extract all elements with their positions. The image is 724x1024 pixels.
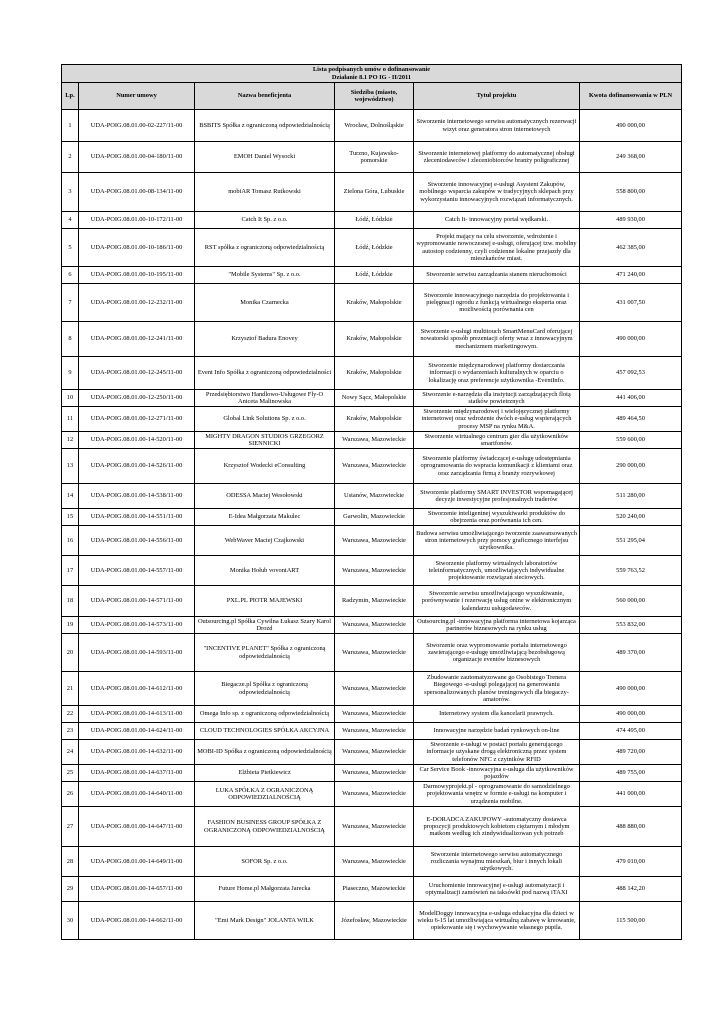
- column-header-numer-umowy: Numer umowy: [79, 83, 195, 110]
- table-row: [62, 807, 682, 847]
- table-cell-numer-umowy: UDA-POIG.08.01.00-14-526/11-00: [79, 449, 195, 484]
- table-cell-tytul: Stworzenie wirtualnego centrum gier dla użytkowników smartfonów.: [414, 432, 580, 449]
- table-row: [62, 586, 682, 617]
- table-cell-kwota: 490 000,00: [580, 706, 682, 723]
- table-cell-kwota: 490 000,00: [580, 110, 682, 142]
- table-cell-kwota: 489 370,00: [580, 634, 682, 672]
- table-cell-numer-umowy: UDA-POIG.08.01.00-12-241/11-00: [79, 322, 195, 357]
- table-cell-siedziba: Józefosław, Mazowieckie: [335, 902, 414, 940]
- table-cell-siedziba: Warszawa, Mazowieckie: [335, 706, 414, 723]
- table-row: [62, 740, 682, 765]
- table-cell-kwota: 441 000,00: [580, 782, 682, 807]
- table-cell-beneficjent: ODESSA Maciej Wesołowski: [195, 484, 335, 509]
- table-cell-kwota: 489 930,00: [580, 212, 682, 229]
- table-cell-siedziba: Ustanów, Mazowieckie: [335, 484, 414, 509]
- table-cell-kwota: 115 500,00: [580, 902, 682, 940]
- table-cell-siedziba: Łódź, Łódzkie: [335, 229, 414, 267]
- table-cell-kwota: 457 092,53: [580, 357, 682, 390]
- table-cell-lp: 11: [62, 407, 79, 432]
- table-row: [62, 432, 682, 449]
- table-cell-tytul: Car Service Book -innowacyjna e-usługa dla użytkowników pojazdów: [414, 765, 580, 782]
- table-cell-kwota: 471 240,00: [580, 267, 682, 284]
- contracts-list-page: [61, 64, 681, 940]
- table-row: [62, 556, 682, 586]
- table-cell-kwota: 431 007,50: [580, 284, 682, 322]
- table-cell-beneficjent: LUKA SPÓŁKA Z OGRANICZONĄ ODPOWIEDZIALNOŚCIĄ: [195, 782, 335, 807]
- table-cell-numer-umowy: UDA-POIG.08.01.00-14-520/11-00: [79, 432, 195, 449]
- table-cell-siedziba: Kraków, Małopolskie: [335, 407, 414, 432]
- column-header-siedziba: Siedziba (miasto, województwo): [335, 83, 414, 110]
- table-cell-numer-umowy: UDA-POIG.08.01.00-14-571/11-00: [79, 586, 195, 617]
- table-row: [62, 142, 682, 173]
- table-cell-siedziba: Nowy Sącz, Małopolskie: [335, 390, 414, 407]
- table-cell-siedziba: Kraków, Małopolskie: [335, 322, 414, 357]
- table-cell-beneficjent: FASHION BUSINESS GROUP SPÓŁKA Z OGRANICZONĄ ODPOWIEDZIALNOŚCIĄ: [195, 807, 335, 847]
- table-cell-numer-umowy: UDA-POIG.08.01.00-14-557/11-00: [79, 556, 195, 586]
- table-cell-numer-umowy: UDA-POIG.08.01.00-08-134/11-00: [79, 173, 195, 212]
- table-cell-beneficjent: Biegacze.pl Spółka z ograniczoną odpowiedzialnością: [195, 672, 335, 706]
- table-row: [62, 267, 682, 284]
- table-cell-tytul: Budowa serwisu umożliwiającego tworzenie zaawansowanych stron internetowych przy pomocy graficznego interfejsu użytkownika.: [414, 526, 580, 556]
- table-cell-lp: 20: [62, 634, 79, 672]
- table-cell-siedziba: Warszawa, Mazowieckie: [335, 556, 414, 586]
- table-cell-siedziba: Warszawa, Mazowieckie: [335, 847, 414, 877]
- table-cell-lp: 12: [62, 432, 79, 449]
- table-cell-beneficjent: Catch It Sp. z o.o.: [195, 212, 335, 229]
- table-cell-beneficjent: SOFOR Sp. z o.o.: [195, 847, 335, 877]
- table-cell-tytul: Stworzenie oraz wypromowanie portalu internetowego zawierającego e-usługę umożliwiającą bezobsługową organizacje eventów biznesowych: [414, 634, 580, 672]
- table-cell-beneficjent: CLOUD TECHNOLOGIES SPÓŁKA AKCYJNA: [195, 723, 335, 740]
- table-cell-beneficjent: Event Info Spółka z ograniczoną odpowiedzialności: [195, 357, 335, 390]
- table-row: [62, 173, 682, 212]
- table-cell-numer-umowy: UDA-POIG.08.01.00-14-649/11-00: [79, 847, 195, 877]
- table-cell-lp: 15: [62, 509, 79, 526]
- table-row: [62, 723, 682, 740]
- table-cell-siedziba: Turzno, Kujawsko-pomorskie: [335, 142, 414, 173]
- table-row: [62, 672, 682, 706]
- table-cell-siedziba: Łódź, Łódzkie: [335, 212, 414, 229]
- table-cell-siedziba: Wrocław, Dolnośląskie: [335, 110, 414, 142]
- table-cell-tytul: Zbudowanie zautomatyzowane go Osobistego Trenera Biegowego -e-usługi polegającej na generowaniu spersonalizowanych planów treningowych dla biegaczy-amatorów.: [414, 672, 580, 706]
- table-body: [62, 110, 682, 940]
- table-cell-kwota: 249 368,00: [580, 142, 682, 173]
- table-cell-numer-umowy: UDA-POIG.08.01.00-12-232/11-00: [79, 284, 195, 322]
- table-cell-beneficjent: PXL.PL PIOTR MAJEWSKI: [195, 586, 335, 617]
- table-cell-kwota: 559 763,52: [580, 556, 682, 586]
- table-cell-siedziba: Warszawa, Mazowieckie: [335, 740, 414, 765]
- table-cell-lp: 26: [62, 782, 79, 807]
- table-cell-beneficjent: Przedsiębiorstwo Handlowo-Usługowe Fly-O Aniceta Malinowska: [195, 390, 335, 407]
- table-cell-tytul: Innowacyjne narzędzie badań rynkowych on-line: [414, 723, 580, 740]
- table-row: [62, 484, 682, 509]
- table-cell-kwota: 520 240,00: [580, 509, 682, 526]
- table-row: [62, 617, 682, 634]
- table-cell-kwota: 511 280,00: [580, 484, 682, 509]
- table-cell-tytul: Stworzenie e-usługi w postaci portalu generującego informacje uzyskane drogą elektroniczną przez system telefonów NFC z czytników RFID: [414, 740, 580, 765]
- table-row: [62, 407, 682, 432]
- table-cell-lp: 9: [62, 357, 79, 390]
- table-cell-tytul: Stworzenie platformy świadczącej e-usługę udostępniania oprogramowania do wspracia komunikacji z klientami oraz oraz zarządzania firmą z branży rozrywkowej: [414, 449, 580, 484]
- table-cell-beneficjent: Krzysztof Wodecki eConsulting: [195, 449, 335, 484]
- table-cell-tytul: Stworzenie międzynarodowej i wielojęzycznej platformy internetowej oraz wdrożenie dwóch e-usług wspierających procesy MSP na rynku M&A.: [414, 407, 580, 432]
- table-cell-siedziba: Łódź, Łódzkie: [335, 267, 414, 284]
- table-cell-tytul: Darmowyprojekt.pl - oprogramowanie do samodzielnego projektowania wnętrz w formie e-usługi na komputer i urządzenia mobilne.: [414, 782, 580, 807]
- table-cell-tytul: Internetowy system dla kancelarii prawnych.: [414, 706, 580, 723]
- table-cell-numer-umowy: UDA-POIG.08.01.00-10-186/11-00: [79, 229, 195, 267]
- table-cell-siedziba: Warszawa, Mazowieckie: [335, 526, 414, 556]
- table-cell-numer-umowy: UDA-POIG.08.01.00-14-612/11-00: [79, 672, 195, 706]
- table-cell-siedziba: Kraków, Małopolskie: [335, 284, 414, 322]
- table-cell-siedziba: Warszawa, Mazowieckie: [335, 765, 414, 782]
- table-title-line-1: Lista podpisanych umów o dofinansowanie: [312, 65, 431, 73]
- table-cell-siedziba: Warszawa, Mazowieckie: [335, 449, 414, 484]
- table-cell-tytul: Stworzenie platformy SMART INVESTOR wspomagającej decyzje inwestycyjne profesjonalnych traderów: [414, 484, 580, 509]
- table-row: [62, 902, 682, 940]
- table-cell-beneficjent: "Mobile Systems" Sp. z o.o.: [195, 267, 335, 284]
- table-cell-kwota: 490 000,00: [580, 672, 682, 706]
- table-cell-tytul: Stworzenie międzynarodowej platformy dostarczania informacji o wydarzeniach kulturalnych w oparciu o lokalizację oraz preferencje użytkownika -EventInfo.: [414, 357, 580, 390]
- table-cell-beneficjent: MIGHTY DRAGON STUDIOS GRZEGORZ SIENNICKI: [195, 432, 335, 449]
- table-cell-numer-umowy: UDA-POIG.08.01.00-14-662/11-00: [79, 902, 195, 940]
- table-row: [62, 526, 682, 556]
- table-cell-lp: 18: [62, 586, 79, 617]
- table-cell-numer-umowy: UDA-POIG.08.01.00-14-551/11-00: [79, 509, 195, 526]
- table-cell-kwota: 558 800,00: [580, 173, 682, 212]
- table-cell-kwota: 462 385,00: [580, 229, 682, 267]
- table-cell-beneficjent: RST spółka z ograniczoną odpowiedzialnością: [195, 229, 335, 267]
- table-cell-siedziba: Warszawa, Mazowieckie: [335, 432, 414, 449]
- table-cell-beneficjent: Monika Czarnecka: [195, 284, 335, 322]
- table-cell-siedziba: Warszawa, Mazowieckie: [335, 672, 414, 706]
- table-cell-tytul: ModelDoggy innowacyjna e-usługa edukacyjna dla dzieci w wieku 6-15 lat umożliwiająca wirtualną zabawę w kreowanie, opiekowanie się i wychowywanie własnego pupila.: [414, 902, 580, 940]
- table-cell-beneficjent: "Emi Mark Design" JOLANTA WILK: [195, 902, 335, 940]
- table-cell-numer-umowy: UDA-POIG.08.01.00-14-637/11-00: [79, 765, 195, 782]
- table-cell-lp: 25: [62, 765, 79, 782]
- table-cell-beneficjent: BSBITS Spółka z ograniczoną odpowiedzialnością: [195, 110, 335, 142]
- table-cell-tytul: Stworzenie serwisu zarządzania stanem nieruchomości: [414, 267, 580, 284]
- table-cell-kwota: 479 010,00: [580, 847, 682, 877]
- table-cell-siedziba: Warszawa, Mazowieckie: [335, 723, 414, 740]
- table-cell-kwota: 490 000,00: [580, 322, 682, 357]
- table-cell-siedziba: Kraków, Małopolskie: [335, 357, 414, 390]
- table-cell-lp: 27: [62, 807, 79, 847]
- table-row: [62, 110, 682, 142]
- table-cell-numer-umowy: UDA-POIG.08.01.00-14-593/11-00: [79, 634, 195, 672]
- table-cell-lp: 13: [62, 449, 79, 484]
- table-cell-beneficjent: Outsourcing.pl Spółka Cywilna Łukasz Szary Karol Drozd: [195, 617, 335, 634]
- table-cell-kwota: 553 832,00: [580, 617, 682, 634]
- table-cell-beneficjent: WebWaver Maciej Czajkowski: [195, 526, 335, 556]
- table-cell-kwota: 559 600,00: [580, 432, 682, 449]
- table-cell-siedziba: Zielona Góra, Lubuskie: [335, 173, 414, 212]
- table-title-line-2: Działanie 8.1 PO IG - II/2011: [331, 73, 412, 81]
- table-cell-tytul: Stworzenie e-usługi multitouch SmartMenuCard oferującej nowatorski sposób prezentacji oferty wraz z innowacyjnym mechanizmem marketingowym.: [414, 322, 580, 357]
- table-row: [62, 765, 682, 782]
- table-cell-tytul: Projekt mający na celu stworzenie, wdrożenie i wypromowanie nowoczesnej e-usługi, oferującej tzw. mobilny autostop codzienny, czyli codzienne lokalne przejazdy dla mieszkańców miast.: [414, 229, 580, 267]
- table-cell-kwota: 489 720,00: [580, 740, 682, 765]
- table-cell-beneficjent: Krzysztof Badura Enovey: [195, 322, 335, 357]
- table-cell-numer-umowy: UDA-POIG.08.01.00-04-180/11-00: [79, 142, 195, 173]
- table-cell-kwota: 560 000,00: [580, 586, 682, 617]
- table-cell-lp: 19: [62, 617, 79, 634]
- table-cell-lp: 23: [62, 723, 79, 740]
- table-cell-numer-umowy: UDA-POIG.08.01.00-14-657/11-00: [79, 877, 195, 902]
- table-cell-siedziba: Garwolin, Mazowieckie: [335, 509, 414, 526]
- table-row: [62, 357, 682, 390]
- table-cell-lp: 22: [62, 706, 79, 723]
- table-cell-kwota: 488 142,20: [580, 877, 682, 902]
- table-cell-tytul: Catch It- innowacyjny portal wędkarski.: [414, 212, 580, 229]
- table-cell-tytul: Stworzenie inteligentnej wyszukiwarki produktów do obejrzenia oraz porównania ich cen.: [414, 509, 580, 526]
- table-cell-numer-umowy: UDA-POIG.08.01.00-12-250/11-00: [79, 390, 195, 407]
- table-cell-lp: 7: [62, 284, 79, 322]
- table-cell-beneficjent: "INCENTIVE PLANET" Spółka z ograniczoną odpowiedzialnością: [195, 634, 335, 672]
- column-header-beneficjent: Nazwa beneficjenta: [195, 83, 335, 110]
- table-cell-kwota: 441 406,00: [580, 390, 682, 407]
- table-cell-lp: 5: [62, 229, 79, 267]
- table-cell-beneficjent: Global Link Solutions Sp. z o.o.: [195, 407, 335, 432]
- table-row: [62, 877, 682, 902]
- table-cell-numer-umowy: UDA-POIG.08.01.00-14-647/11-00: [79, 807, 195, 847]
- table-cell-beneficjent: EMOH Daniel Wysocki: [195, 142, 335, 173]
- table-row: [62, 229, 682, 267]
- table-cell-tytul: Uruchomienie innowacyjnej e-usługi automatyzacji i optymalizacji zamówień na taksówki pod nazwą iTAXI: [414, 877, 580, 902]
- column-header-lp: Lp.: [62, 83, 79, 110]
- table-row: [62, 390, 682, 407]
- table-cell-siedziba: Warszawa, Mazowieckie: [335, 807, 414, 847]
- table-cell-lp: 10: [62, 390, 79, 407]
- table-cell-lp: 2: [62, 142, 79, 173]
- table-cell-tytul: E-DORADCA ZAKUPOWY -automatyczny dostawca propozycji produktowych kobietom ciężarnym i młodym matkom według ich zindywidualizowan ych potrzeb: [414, 807, 580, 847]
- table-cell-numer-umowy: UDA-POIG.08.01.00-14-613/11-00: [79, 706, 195, 723]
- table-cell-lp: 30: [62, 902, 79, 940]
- table-cell-tytul: Stworzenie platformy wirtualnych laboratoriów teleinformatycznych, umożliwiających indywidualne projektowanie rozwiązań sieciowych.: [414, 556, 580, 586]
- table-cell-lp: 6: [62, 267, 79, 284]
- table-cell-siedziba: Warszawa, Mazowieckie: [335, 617, 414, 634]
- table-cell-numer-umowy: UDA-POIG.08.01.00-14-632/11-00: [79, 740, 195, 765]
- table-cell-numer-umowy: UDA-POIG.08.01.00-14-640/11-00: [79, 782, 195, 807]
- table-cell-tytul: Stworzenie internetowej platformy do automatycznej obsługi zleceniodawców i zleceniobiorców branży poligraficznej: [414, 142, 580, 173]
- table-cell-numer-umowy: UDA-POIG.08.01.00-12-245/11-00: [79, 357, 195, 390]
- table-cell-beneficjent: Omega Info sp. z ograniczoną odpowiedzialnością: [195, 706, 335, 723]
- table-row: [62, 284, 682, 322]
- table-cell-tytul: Stworzenie internetowego serwisu automatycznego rozliczania wynajmu mieszkań, biur i innych lokali użytkowych.: [414, 847, 580, 877]
- table-title: [62, 65, 682, 83]
- table-row: [62, 449, 682, 484]
- table-cell-lp: 8: [62, 322, 79, 357]
- table-row: [62, 212, 682, 229]
- table-cell-lp: 16: [62, 526, 79, 556]
- table-cell-beneficjent: Monika Hołub vovoniART: [195, 556, 335, 586]
- table-cell-numer-umowy: UDA-POIG.08.01.00-14-538/11-00: [79, 484, 195, 509]
- table-cell-lp: 3: [62, 173, 79, 212]
- table-cell-lp: 21: [62, 672, 79, 706]
- table-row: [62, 706, 682, 723]
- table-cell-kwota: 551 295,04: [580, 526, 682, 556]
- table-cell-beneficjent: Elżbieta Pietkiewicz: [195, 765, 335, 782]
- table-cell-beneficjent: E-Idea Małgorzata Makulec: [195, 509, 335, 526]
- table-cell-kwota: 489 755,00: [580, 765, 682, 782]
- table-cell-numer-umowy: UDA-POIG.08.01.00-14-624/11-00: [79, 723, 195, 740]
- table-row: [62, 782, 682, 807]
- table-row: [62, 847, 682, 877]
- table-cell-lp: 4: [62, 212, 79, 229]
- table-cell-numer-umowy: UDA-POIG.08.01.00-14-573/11-00: [79, 617, 195, 634]
- table-cell-kwota: 489 464,50: [580, 407, 682, 432]
- table-cell-tytul: Stworzenie innowacyjnej e-usługi Asystent Zakupów, mobilnego wsparcia zakupów w tradycyjnych sklepach przy wykorzystaniu innowacyjnych rozwiązań informatycznych.: [414, 173, 580, 212]
- column-header-tytul: Tytuł projektu: [414, 83, 580, 110]
- table-cell-kwota: 290 000,00: [580, 449, 682, 484]
- table-row: [62, 509, 682, 526]
- table-cell-lp: 1: [62, 110, 79, 142]
- table-row: [62, 634, 682, 672]
- table-cell-tytul: Stworzenie e-narzędzia dla instytucji zarządzających flotą statków powietrznych: [414, 390, 580, 407]
- table-row: [62, 322, 682, 357]
- table-cell-beneficjent: mobiAR Tomasz Rutkowski: [195, 173, 335, 212]
- table-cell-lp: 24: [62, 740, 79, 765]
- table-cell-lp: 14: [62, 484, 79, 509]
- table-cell-lp: 29: [62, 877, 79, 902]
- table-cell-tytul: Stworzenie internetowego serwisu automatycznych rezerwacji wizyt oraz generatora stron internetowych: [414, 110, 580, 142]
- contracts-table: [61, 64, 682, 940]
- table-cell-kwota: 488 880,00: [580, 807, 682, 847]
- table-cell-numer-umowy: UDA-POIG.08.01.00-10-172/11-00: [79, 212, 195, 229]
- table-cell-tytul: Stworzenie innowacyjnego narzędzia do projektowania i pielęgnacji ogrodu z funkcją wirtualnego eksperta oraz możliwością porównania cen: [414, 284, 580, 322]
- table-cell-tytul: Outsourcing.pl -innowacyjna platforma internetowa kojarząca partnerów biznesowych na rynku usług: [414, 617, 580, 634]
- table-cell-siedziba: Radzymin, Mazowieckie: [335, 586, 414, 617]
- table-cell-siedziba: Warszawa, Mazowieckie: [335, 634, 414, 672]
- table-cell-numer-umowy: UDA-POIG.08.01.00-14-556/11-00: [79, 526, 195, 556]
- table-cell-lp: 17: [62, 556, 79, 586]
- table-cell-kwota: 474 495,00: [580, 723, 682, 740]
- table-cell-siedziba: Warszawa, Mazowieckie: [335, 782, 414, 807]
- table-cell-tytul: Stworzenie serwisu umożliwiającego wyszukiwanie, porównywanie i rezerwację usług onine w elektronicznym kalendarzu usługodawców.: [414, 586, 580, 617]
- table-cell-siedziba: Piaseczno, Mazowieckie: [335, 877, 414, 902]
- table-cell-beneficjent: MOBI-ID Spółka z ograniczoną odpowiedzialnością: [195, 740, 335, 765]
- table-cell-numer-umowy: UDA-POIG.08.01.00-12-271/11-00: [79, 407, 195, 432]
- table-cell-numer-umowy: UDA-POIG.08.01.00-02-227/11-00: [79, 110, 195, 142]
- table-cell-lp: 28: [62, 847, 79, 877]
- table-cell-numer-umowy: UDA-POIG.08.01.00-10-195/11-00: [79, 267, 195, 284]
- table-cell-beneficjent: Future Home.pl Małgorzata Jarecka: [195, 877, 335, 902]
- column-header-kwota: Kwota dofinansowania w PLN: [580, 83, 682, 110]
